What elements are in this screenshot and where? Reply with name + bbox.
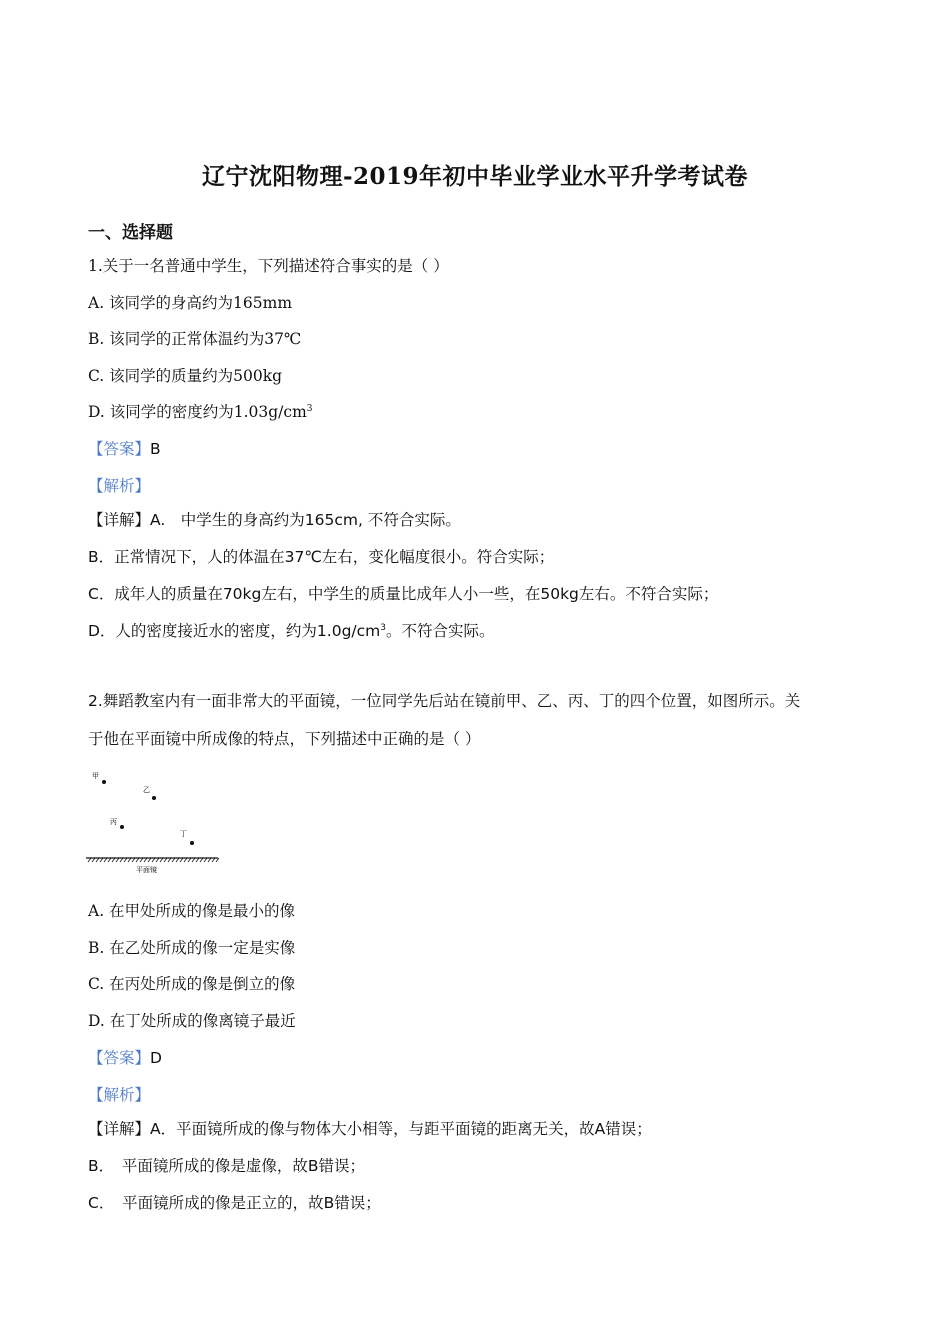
point-yi bbox=[152, 796, 156, 800]
section-heading: 一、选择题 bbox=[88, 223, 173, 243]
label-yi: 乙 bbox=[143, 786, 150, 794]
q1-answer-value: B bbox=[150, 440, 161, 458]
point-jia bbox=[102, 780, 106, 784]
point-bing bbox=[120, 825, 124, 829]
q1-answer-tag: 【答案】 bbox=[88, 440, 151, 458]
q2-answer-value: D bbox=[150, 1049, 162, 1067]
label-bing: 丙 bbox=[110, 818, 117, 826]
q2-option-d: D. 在丁处所成的像离镜子最近 bbox=[88, 1012, 296, 1030]
q1-detail-d bbox=[88, 619, 495, 641]
q1-option-d-text: D. 该同学的密度约为1.03g/cm bbox=[88, 403, 307, 421]
q2-option-c: C. 在丙处所成的像是倒立的像 bbox=[88, 975, 296, 993]
q1-detail-tag: 【详解】 bbox=[88, 511, 151, 529]
mirror-label: 平面镜 bbox=[136, 866, 157, 874]
q2-option-b: B. 在乙处所成的像一定是实像 bbox=[88, 939, 296, 957]
q1-option-d-sup: 3 bbox=[306, 404, 313, 414]
point-ding bbox=[190, 841, 194, 845]
q1-analysis-tag: 【解析】 bbox=[88, 477, 151, 495]
q2-analysis-tag: 【解析】 bbox=[88, 1086, 151, 1104]
q1-option-d bbox=[88, 400, 313, 422]
q1-option-c: C. 该同学的质量约为500kg bbox=[88, 367, 283, 385]
q1-answer bbox=[88, 437, 161, 459]
q2-detail-tag: 【详解】 bbox=[88, 1120, 151, 1138]
q1-option-b: B. 该同学的正常体温约为37℃ bbox=[88, 330, 302, 348]
q1-option-a: A. 该同学的身高约为165mm bbox=[88, 294, 293, 312]
q2-detail-a bbox=[88, 1117, 652, 1139]
q2-stem-line1: 2.舞蹈教室内有一面非常大的平面镜，一位同学先后站在镜前甲、乙、丙、丁的四个位置，如图所示。关 bbox=[88, 692, 801, 710]
q1-detail-b: B．正常情况下，人的体温在37℃左右，变化幅度很小。符合实际； bbox=[88, 548, 555, 566]
label-jia: 甲 bbox=[92, 772, 99, 780]
q2-answer-tag: 【答案】 bbox=[88, 1049, 151, 1067]
q1-stem: 1.关于一名普通中学生，下列描述符合事实的是（ ） bbox=[88, 257, 449, 275]
page-title: 辽宁沈阳物理-2019年初中毕业学业水平升学考试卷 bbox=[201, 163, 749, 190]
q2-answer bbox=[88, 1046, 162, 1068]
q2-detail-b: B． 平面镜所成的像是虚像，故B错误； bbox=[88, 1157, 366, 1175]
q2-detail-a-text: A．平面镜所成的像与物体大小相等，与距平面镜的距离无关，故A错误； bbox=[150, 1120, 652, 1138]
mirror-figure bbox=[86, 770, 220, 876]
q2-option-a: A. 在甲处所成的像是最小的像 bbox=[88, 902, 296, 920]
q1-detail-d-tail: 。不符合实际。 bbox=[386, 622, 495, 640]
q1-detail-d-text: D．人的密度接近水的密度，约为1.0g/cm bbox=[88, 622, 381, 640]
q1-detail-a-text: A. 中学生的身高约为165cm, 不符合实际。 bbox=[150, 511, 461, 529]
mirror-diagram bbox=[86, 770, 220, 876]
q1-detail-d-sup: 3 bbox=[380, 623, 387, 633]
label-ding: 丁 bbox=[180, 830, 187, 838]
q1-detail-c: C．成年人的质量在70kg左右，中学生的质量比成年人小一些，在50kg左右。不符合实际； bbox=[88, 585, 719, 603]
q2-detail-c: C． 平面镜所成的像是正立的，故B错误； bbox=[88, 1194, 381, 1212]
q2-stem-line2: 于他在平面镜中所成像的特点，下列描述中正确的是（ ） bbox=[88, 730, 481, 748]
q1-detail-a bbox=[88, 508, 461, 530]
